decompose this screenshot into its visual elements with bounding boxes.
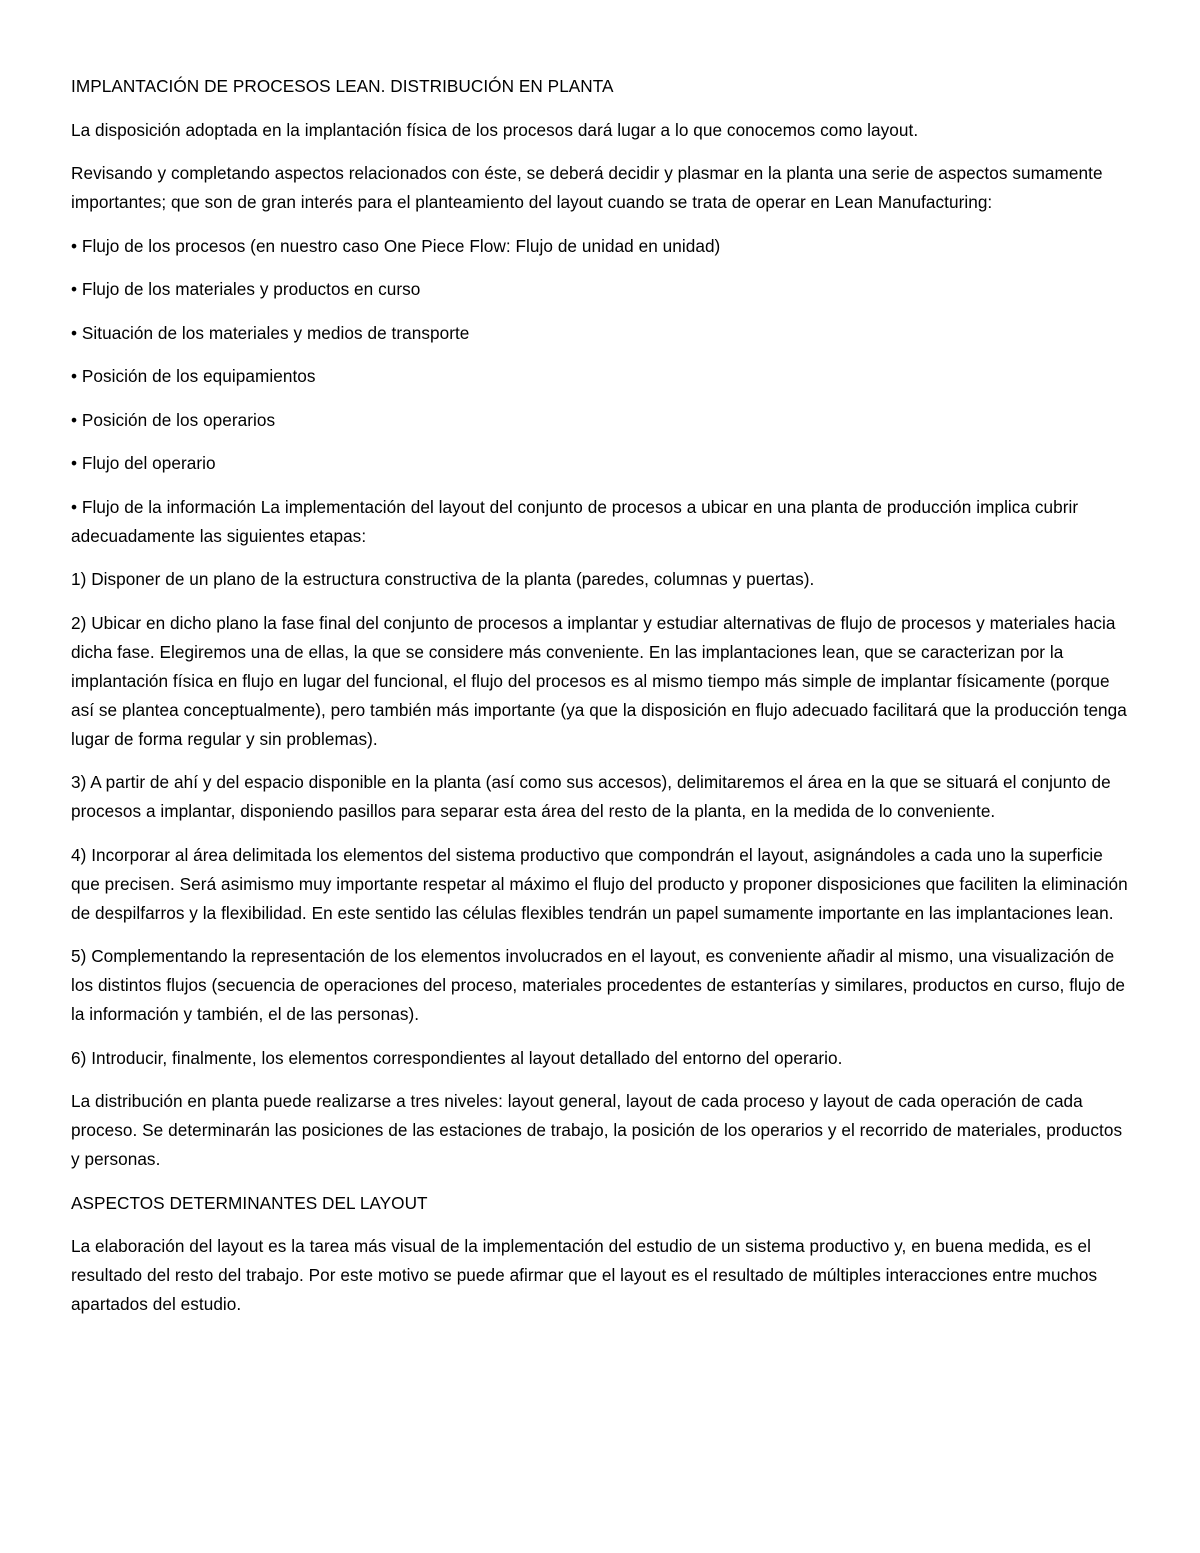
- bullet-item: • Posición de los operarios: [71, 409, 276, 430]
- closing-paragraph: La elaboración del layout es la tarea más visual de la implementación del estudio de un sistema productivo y, en buena medida, es el resultado del resto del trabajo. Por este motivo se puede afirmar que el layout es el resultado de múltiples interacciones entre muchos apartados del estudio.: [71, 1236, 1098, 1314]
- bullet-item: • Flujo de los procesos (en nuestro caso One Piece Flow: Flujo de unidad en unidad): [71, 235, 721, 256]
- bullet-item: • Posición de los equipamientos: [71, 366, 316, 386]
- step-paragraph: 5) Complementando la representación de los elementos involucrados en el layout, es conveniente añadir al mismo, una visualización de los distintos flujos (secuencia de operaciones del proceso, materiales procedentes de estanterías y similares, productos en curso, flujo de la información y también, el de las personas).: [71, 946, 1126, 1024]
- step-paragraph: 4) Incorporar al área delimitada los elementos del sistema productivo que compondrán el layout, asignándoles a cada uno la superficie que precisen. Será asimismo muy importante respetar al máximo el flujo del producto y proponer disposiciones que faciliten la eliminación de despilfarros y la flexibilidad. En este sentido las células flexibles tendrán un papel sumamente importante en las implantaciones lean.: [71, 844, 1128, 923]
- step-paragraph: 2) Ubicar en dicho plano la fase final del conjunto de procesos a implantar y estudiar alternativas de flujo de procesos y materiales hacia dicha fase. Elegiremos una de ellas, la que se considere más conveniente. En las implantaciones lean, que se caracterizan por la implantación física en flujo en lugar del funcional, el flujo del procesos es al mismo tiempo más simple de implantar físicamente (porque así se plantea conceptualmente), pero también más importante (ya que la disposición en flujo adecuado facilitará que la producción tenga lugar de forma regular y sin problemas).: [71, 612, 1127, 749]
- bullet-item: • Flujo del operario: [71, 453, 216, 473]
- document-title: IMPLANTACIÓN DE PROCESOS LEAN. DISTRIBUCIÓN EN PLANTA: [71, 76, 614, 96]
- step-paragraph: 1) Disponer de un plano de la estructura constructiva de la planta (paredes, columnas y puertas).: [71, 569, 815, 589]
- levels-paragraph: La distribución en planta puede realizarse a tres niveles: layout general, layout de cada proceso y layout de cada operación de cada proceso. Se determinarán las posiciones de las estaciones de trabajo, la posición de los operarios y el recorrido de materiales, productos y personas.: [71, 1091, 1123, 1169]
- step-paragraph: 3) A partir de ahí y del espacio disponible en la planta (así como sus accesos), delimitaremos el área en la que se situará el conjunto de procesos a implantar, disponiendo pasillos para separar esta área del resto de la planta, en la medida de lo conveniente.: [71, 772, 1111, 821]
- bullet-item: • Flujo de la información La implementación del layout del conjunto de procesos a ubicar en una planta de producción implica cubrir adecuadamente las siguientes etapas:: [71, 496, 1079, 546]
- intro-paragraph: La disposición adoptada en la implantación física de los procesos dará lugar a lo que conocemos como layout.: [71, 119, 919, 140]
- step-paragraph: 6) Introducir, finalmente, los elementos correspondientes al layout detallado del entorno del operario.: [71, 1047, 843, 1068]
- section-heading: ASPECTOS DETERMINANTES DEL LAYOUT: [71, 1192, 428, 1213]
- document-page: [71, 72, 1131, 1334]
- bullet-item: • Situación de los materiales y medios de transporte: [71, 322, 470, 343]
- context-paragraph: Revisando y completando aspectos relacionados con éste, se deberá decidir y plasmar en la planta una serie de aspectos sumamente importantes; que son de gran interés para el planteamiento del layout cuando se trata de operar en Lean Manufacturing:: [71, 163, 1103, 212]
- bullet-item: • Flujo de los materiales y productos en curso: [71, 279, 421, 299]
